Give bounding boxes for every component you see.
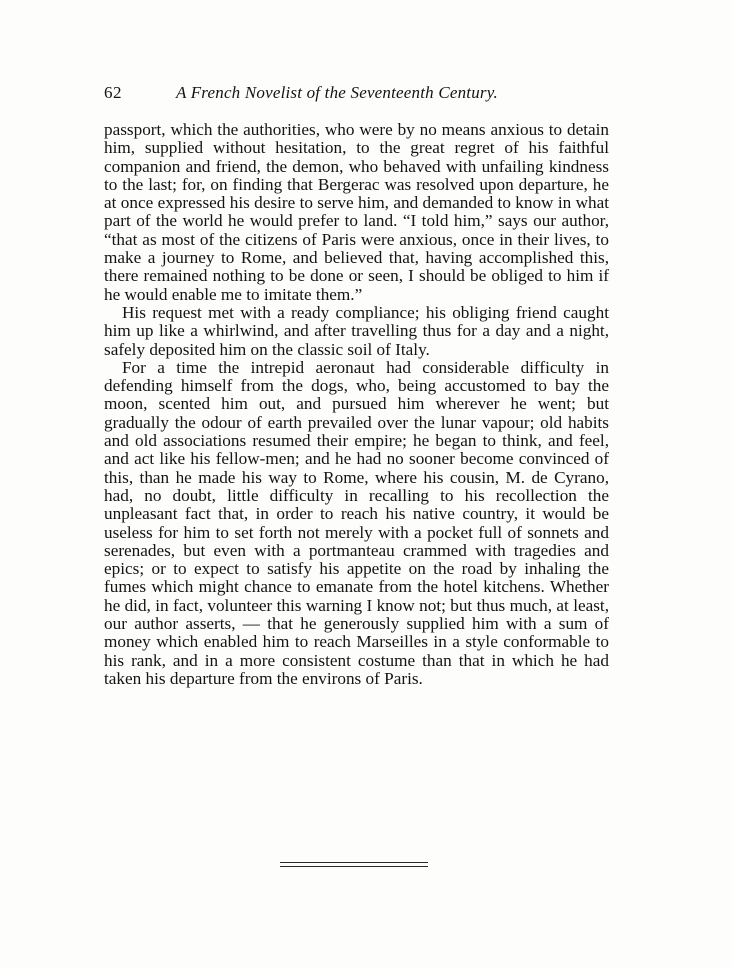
end-rule (280, 862, 428, 863)
body-text (104, 121, 609, 688)
running-title: A French Novelist of the Seventeenth Century. (176, 83, 498, 102)
end-rule (280, 866, 428, 867)
paragraph: His request met with a ready compliance; his obliging friend caught him up like a whirlwind, and after travelling thus for a day and a night, safely deposited him on the classic soil of Italy. (104, 302, 609, 359)
page-number: 62 (104, 83, 122, 102)
page-header (104, 80, 609, 106)
paragraph-continued: passport, which the authorities, who were by no means anxious to detain him, supplied without hesitation, to the great regret of his faithful companion and friend, the demon, who behaved with unfailing kindness to the last; for, on finding that Bergerac was resolved upon departure, he at once expressed his desire to serve him, and demanded to know in what part of the world he would prefer to land. “I told him,” says our author, “that as most of the citizens of Paris were anxious, once in their lives, to make a journey to Rome, and believed that, having accomplished this, there remained nothing to be done or seen, I should be obliged to him if he would enable me to imitate them.” (104, 120, 609, 304)
paragraph: For a time the intrepid aeronaut had considerable difficulty in defending himself from the dogs, who, being accustomed to bay the moon, scented him out, and pursued him wherever he went; but gradually the odour of earth prevailed over the lunar vapour; old habits and old associations resumed their empire; he began to think, and feel, and act like his fellow-men; and he had no sooner become convinced of this, than he made his way to Rome, where his cousin, M. de Cyrano, had, no doubt, little difficulty in recalling to his recollection the unpleasant fact that, in order to reach his native country, it would be useless for him to set forth not merely with a pocket full of sonnets and serenades, but even with a portmanteau crammed with tragedies and epics; or to expect to satisfy his appetite on the road by inhaling the fumes which might chance to emanate from the hotel kitchens. Whether he did, in fact, volunteer this warning I know not; but thus much, at least, our author asserts, — that he generously supplied him with a sum of money which enabled him to reach Marseilles in a style conformable to his rank, and in a more consistent costume than that in which he had taken his departure from the environs of Paris. (104, 357, 609, 688)
